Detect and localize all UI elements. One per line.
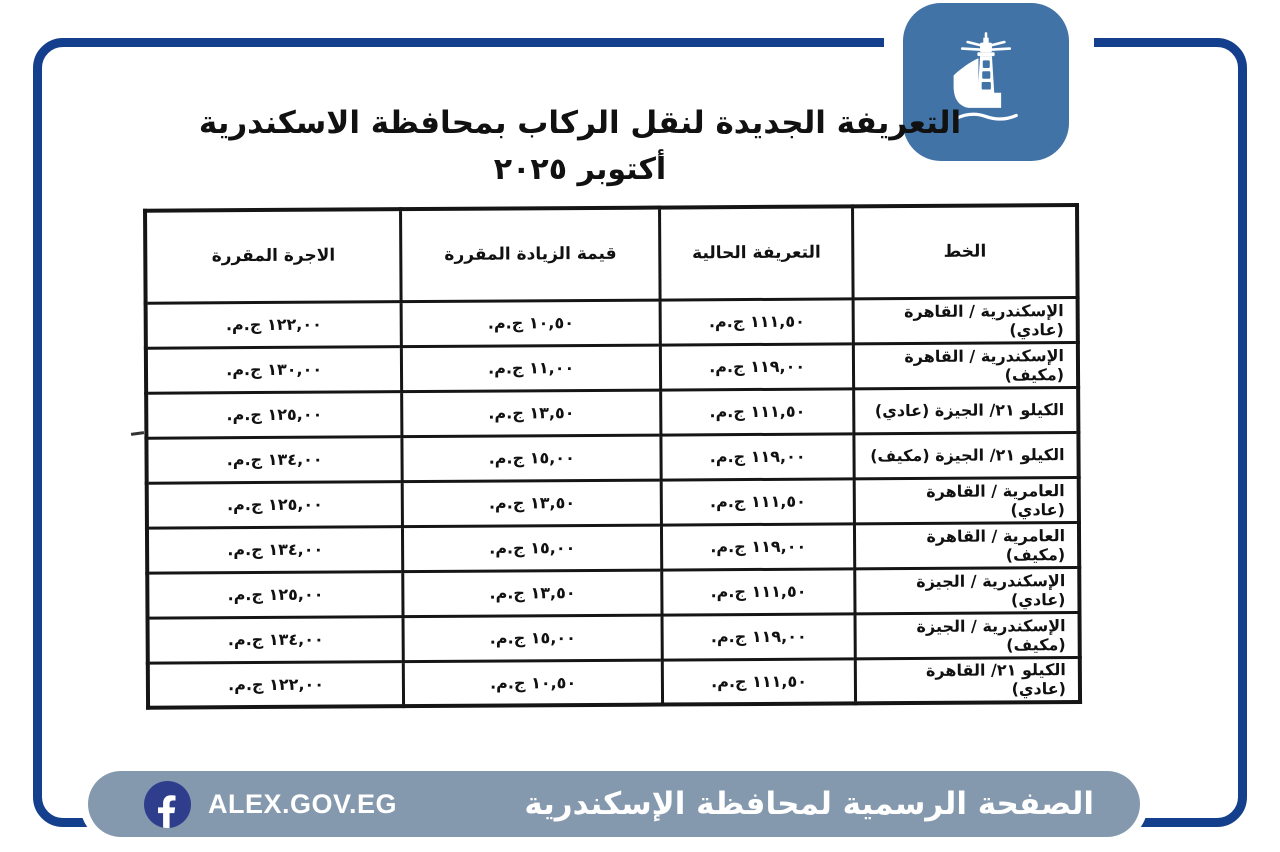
- fare-table-header: [145, 205, 1078, 303]
- column-header-new-fare: الاجرة المقررة: [145, 209, 401, 303]
- new-fare-cell: ١٣٤,٠٠ ج.م.: [146, 436, 402, 483]
- new-fare-cell: ١٣٤,٠٠ ج.م.: [147, 526, 403, 573]
- table-row: [148, 657, 1080, 708]
- table-row: [147, 567, 1079, 618]
- footer-bar: [88, 771, 1140, 837]
- line-cell: الإسكندرية / القاهرة (مكيف): [854, 342, 1079, 388]
- column-header-line: الخط: [853, 205, 1078, 298]
- new-fare-cell: ١٢٢,٠٠ ج.م.: [146, 301, 402, 348]
- table-row: [147, 477, 1079, 528]
- increase-cell: ١٥,٠٠ ج.م.: [403, 525, 662, 572]
- new-fare-cell: ١٣٤,٠٠ ج.م.: [148, 616, 404, 663]
- column-header-current-tariff: التعريفة الحالية: [660, 206, 854, 299]
- page-title: التعريفة الجديدة لنقل الركاب بمحافظة الاسكندرية: [198, 105, 962, 141]
- new-fare-cell: ١٢٥,٠٠ ج.م.: [147, 571, 403, 618]
- table-row: [146, 432, 1078, 483]
- current-tariff-cell: ١١١,٥٠ ج.م.: [661, 388, 854, 434]
- table-row: [147, 522, 1079, 573]
- table-row: [146, 297, 1078, 348]
- line-cell: الكيلو ٢١/ الجيزة (مكيف): [854, 432, 1079, 478]
- header-row: [145, 205, 1078, 303]
- new-fare-cell: ١٢٥,٠٠ ج.م.: [147, 481, 403, 528]
- increase-cell: ١٣,٥٠ ج.م.: [403, 570, 662, 617]
- increase-cell: ١١,٠٠ ج.م.: [402, 345, 661, 392]
- table-row: [146, 387, 1078, 438]
- title-block: [150, 102, 1010, 190]
- current-tariff-cell: ١١١,٥٠ ج.م.: [662, 658, 855, 704]
- column-header-increase: قيمة الزيادة المقررة: [401, 208, 660, 302]
- new-fare-cell: ١٣٠,٠٠ ج.م.: [146, 346, 402, 393]
- increase-cell: ١٠,٥٠ ج.م.: [404, 660, 663, 707]
- current-tariff-cell: ١١٩,٠٠ ج.م.: [662, 613, 855, 659]
- line-cell: الإسكندرية / الجيزة (عادي): [855, 567, 1080, 613]
- fare-table: [143, 203, 1082, 710]
- increase-cell: ١٣,٥٠ ج.م.: [402, 390, 661, 437]
- current-tariff-cell: ١١١,٥٠ ج.م.: [662, 568, 855, 614]
- table-row: [148, 612, 1080, 663]
- new-fare-cell: ١٢٥,٠٠ ج.م.: [146, 391, 402, 438]
- line-cell: الإسكندرية / القاهرة (عادي): [853, 297, 1078, 343]
- fare-table-body: [146, 297, 1080, 708]
- current-tariff-cell: ١١٩,٠٠ ج.م.: [662, 523, 855, 569]
- page-subtitle: أكتوبر ٢٠٢٥: [493, 152, 667, 187]
- facebook-icon: [144, 781, 191, 828]
- line-cell: الكيلو ٢١/ الجيزة (عادي): [854, 387, 1079, 433]
- line-cell: الإسكندرية / الجيزة (مكيف): [855, 612, 1080, 658]
- current-tariff-cell: ١١١,٥٠ ج.م.: [660, 298, 853, 344]
- fare-table-wrap: [143, 203, 1082, 710]
- increase-cell: ١٥,٠٠ ج.م.: [403, 615, 662, 662]
- current-tariff-cell: ١١٩,٠٠ ج.م.: [661, 433, 854, 479]
- increase-cell: ١٥,٠٠ ج.م.: [402, 435, 661, 482]
- current-tariff-cell: ١١١,٥٠ ج.م.: [661, 478, 854, 524]
- new-fare-cell: ١٢٢,٠٠ ج.م.: [148, 661, 404, 708]
- line-cell: الكيلو ٢١/ القاهرة (عادي): [856, 657, 1081, 703]
- increase-cell: ١٣,٥٠ ج.م.: [402, 480, 661, 527]
- website-url: ALEX.GOV.EG: [208, 788, 398, 819]
- facebook-group: [144, 781, 397, 828]
- line-cell: العامرية / القاهرة (عادي): [854, 477, 1079, 523]
- increase-cell: ١٠,٥٠ ج.م.: [401, 300, 660, 347]
- table-row: [146, 342, 1078, 393]
- official-page-label: الصفحة الرسمية لمحافظة الإسكندرية: [524, 786, 1094, 822]
- line-cell: العامرية / القاهرة (مكيف): [855, 522, 1080, 568]
- current-tariff-cell: ١١٩,٠٠ ج.م.: [660, 343, 853, 389]
